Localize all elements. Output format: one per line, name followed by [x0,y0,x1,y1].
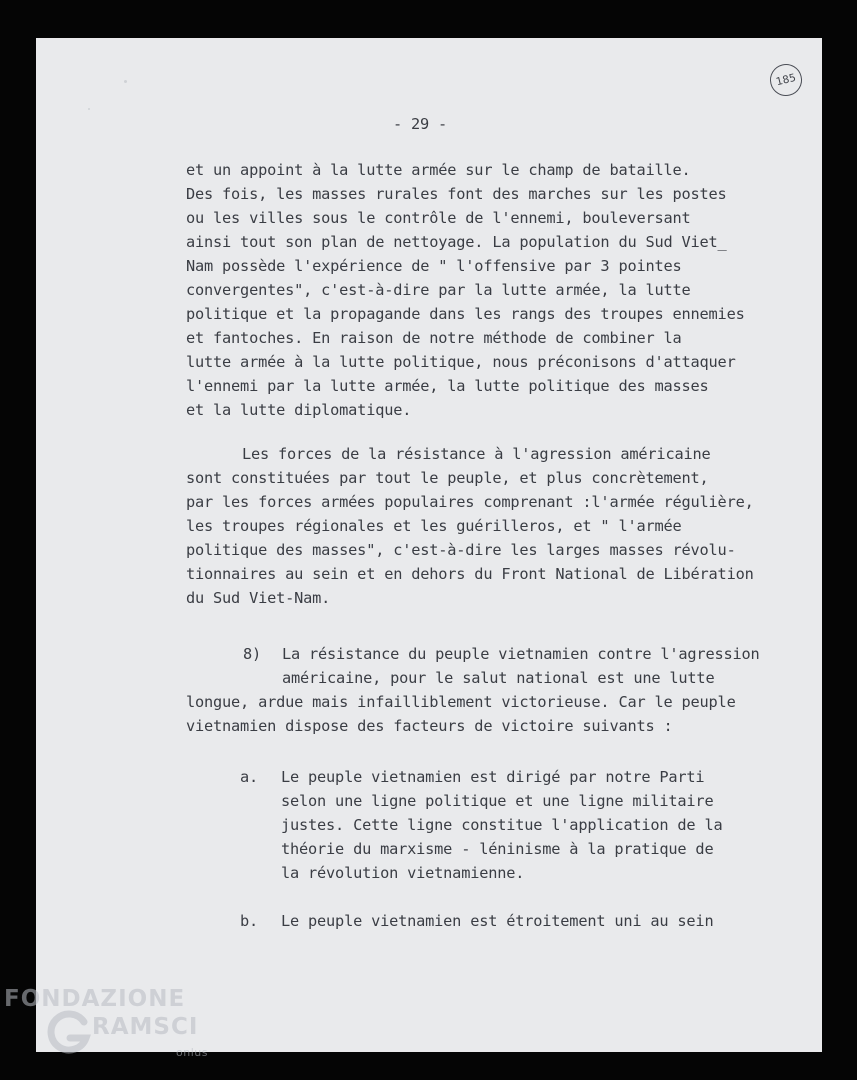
paragraph-1 [186,158,745,446]
text-line: théorie du marxisme - léninisme à la pratique de [281,840,714,858]
section-marker: 8) [243,645,262,663]
text-line: lutte armée à la lutte politique, nous préconisons d'attaquer [186,353,736,371]
text-line: longue, ardue mais infailliblement victorieuse. Car le peuple [186,693,736,711]
watermark-line-2: RAMSCI [92,1014,199,1040]
text-line: Le peuple vietnamien est étroitement uni au sein [281,912,714,930]
text-line: convergentes", c'est-à-dire par la lutte armée, la lutte [186,281,691,299]
text-line: politique et la propagande dans les rangs des troupes ennemies [186,305,745,323]
text-line: La résistance du peuple vietnamien contre l'agression [282,645,760,663]
text-line: Les forces de la résistance à l'agression américaine [242,445,711,463]
text-line: et fantoches. En raison de notre méthode de combiner la [186,329,682,347]
text-line: ou les villes sous le contrôle de l'ennemi, bouleversant [186,209,691,227]
text-line: les troupes régionales et les guérilleros, et " l'armée [186,517,682,535]
text-line: justes. Cette ligne constitue l'application de la [281,816,723,834]
list-item-b [240,909,714,981]
paragraph-2 [186,442,754,634]
watermark-line-1: FONDAZIONE [4,986,186,1012]
text-line: l'ennemi par la lutte armée, la lutte politique des masses [186,377,709,395]
text-line: par les forces armées populaires comprenant :l'armée régulière, [186,493,754,511]
text-line: ainsi tout son plan de nettoyage. La population du Sud Viet_ [186,233,727,251]
text-line: et la lutte diplomatique. [186,401,412,419]
text-line: selon une ligne politique et une ligne militaire [281,792,714,810]
text-line: sont constituées par tout le peuple, et plus concrètement, [186,469,709,487]
text-line: américaine, pour le salut national est une lutte [282,669,715,687]
archive-page-mark: 185 [767,61,806,100]
list-marker: a. [240,768,259,786]
watermark-logo-icon [44,1008,92,1056]
text-line: Nam possède l'expérience de " l'offensive par 3 pointes [186,257,682,275]
text-line: tionnaires au sein et en dehors du Front National de Libération [186,565,754,583]
list-marker: b. [240,912,259,930]
text-line: Le peuple vietnamien est dirigé par notre Parti [281,768,705,786]
text-line: du Sud Viet-Nam. [186,589,331,607]
text-line: Des fois, les masses rurales font des marches sur les postes [186,185,727,203]
watermark-line-3: onlus [176,1046,208,1059]
page-number: - 29 - [393,115,448,133]
text-line: politique des masses", c'est-à-dire les larges masses révolu- [186,541,736,559]
text-line: et un appoint à la lutte armée sur le champ de bataille. [186,161,691,179]
text-line: vietnamien dispose des facteurs de victoire suivants : [186,717,673,735]
paper-speck [124,80,127,83]
text-line: la révolution vietnamienne. [281,864,525,882]
paper-speck [88,108,90,110]
